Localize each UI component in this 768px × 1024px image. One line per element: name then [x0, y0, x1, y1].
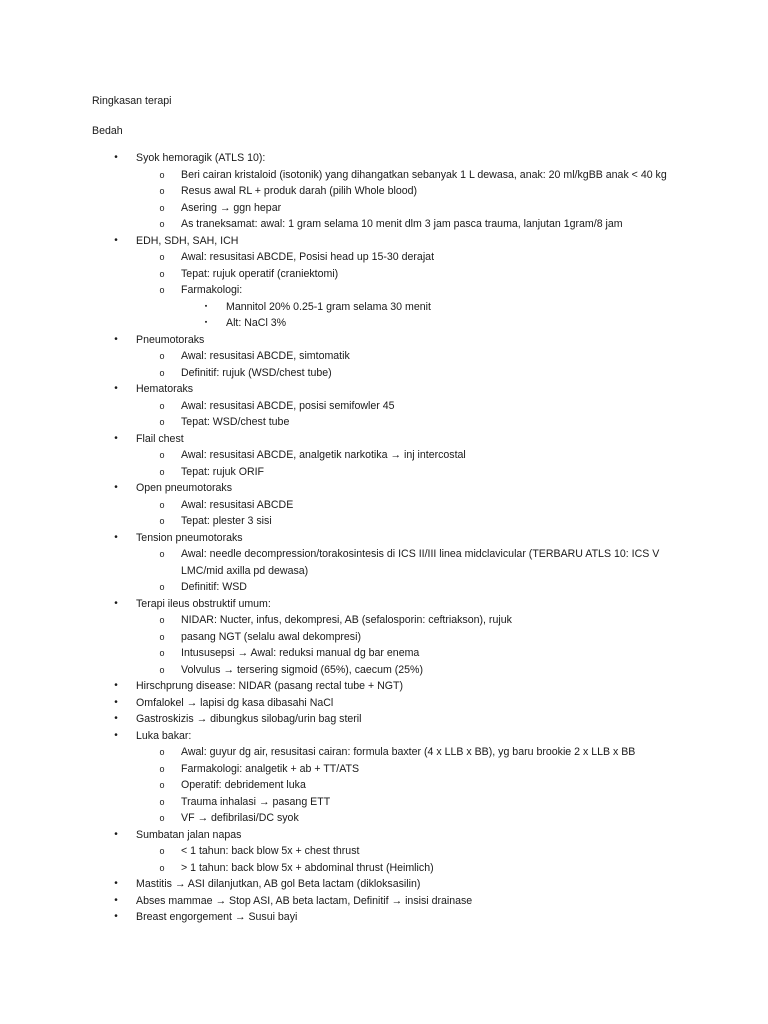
list-item — [0, 662, 768, 679]
list-item — [0, 596, 768, 613]
circle-bullet-icon: o — [159, 747, 165, 757]
list-item — [0, 348, 768, 365]
circle-bullet-icon: o — [159, 846, 165, 856]
list-item-text: < 1 tahun: back blow 5x + chest thrust — [181, 845, 360, 857]
list-item — [0, 315, 768, 332]
list-item-text: Hematoraks — [136, 383, 194, 395]
circle-bullet-icon: o — [159, 252, 165, 262]
circle-bullet-icon: o — [159, 351, 165, 361]
list-item-text: As traneksamat: awal: 1 gram selama 10 menit dlm 3 jam pasca trauma, lanjutan 1gram/8 jam — [181, 218, 623, 230]
list-item-text: Gastroskizis → dibungkus silobag/urin bag steril — [136, 713, 362, 725]
list-item — [0, 398, 768, 415]
dot-bullet-icon: • — [114, 152, 118, 163]
circle-bullet-icon: o — [159, 615, 165, 625]
square-bullet-icon: ▪ — [204, 319, 208, 326]
list-item — [0, 513, 768, 530]
list-item — [0, 678, 768, 695]
list-item — [0, 794, 768, 811]
dot-bullet-icon: • — [114, 696, 118, 708]
list-item — [0, 530, 768, 547]
list-item-text: Farmakologi: — [181, 284, 243, 296]
circle-bullet-icon: o — [159, 862, 165, 873]
list-item-text: Awal: resusitasi ABCDE, simtomatik — [181, 350, 350, 362]
list-item-text: Awal: resusitasi ABCDE, Posisi head up 15-30 derajat — [181, 251, 435, 263]
list-item-text: Tepat: rujuk ORIF — [181, 465, 265, 478]
list-item — [0, 810, 768, 827]
bullet-list — [0, 150, 768, 926]
list-item — [0, 299, 768, 316]
circle-bullet-icon: o — [159, 549, 165, 559]
dot-bullet-icon: • — [114, 713, 118, 724]
list-item — [0, 497, 768, 514]
list-item-text: Definitif: rujuk (WSD/chest tube) — [181, 366, 332, 379]
list-item — [0, 183, 768, 200]
list-item-text: EDH, SDH, SAH, ICH — [136, 234, 239, 247]
list-item-text: Mannitol 20% 0.25-1 gram selama 30 menit — [226, 300, 431, 313]
list-item-text: Open pneumotoraks — [136, 482, 232, 494]
dot-bullet-icon: • — [114, 234, 118, 246]
list-item — [0, 728, 768, 745]
circle-bullet-icon: o — [159, 631, 165, 642]
list-item — [0, 200, 768, 217]
circle-bullet-icon: o — [159, 417, 165, 427]
list-item-text: Intususepsi → Awal: reduksi manual dg bar enema — [181, 647, 420, 659]
list-item — [0, 480, 768, 497]
list-item — [0, 266, 768, 283]
list-item — [0, 464, 768, 481]
list-item-text: Mastitis → ASI dilanjutkan, AB gol Beta lactam (dikloksasilin) — [136, 878, 421, 890]
circle-bullet-icon: o — [159, 285, 165, 295]
list-item-text: Awal: guyur dg air, resusitasi cairan: formula baxter (4 x LLB x BB), yg baru brookie 2 x LLB x BB — [181, 746, 636, 758]
dot-bullet-icon: • — [114, 531, 118, 543]
list-item-text: Breast engorgement → Susui bayi — [136, 911, 298, 923]
list-item-text: Tepat: plester 3 sisi — [181, 515, 272, 527]
circle-bullet-icon: o — [159, 813, 165, 823]
list-item — [0, 827, 768, 844]
dot-bullet-icon: • — [114, 383, 118, 394]
circle-bullet-icon: o — [159, 268, 165, 279]
circle-bullet-icon: o — [159, 648, 165, 658]
dot-bullet-icon: • — [114, 894, 118, 906]
list-item — [0, 711, 768, 728]
list-item — [0, 216, 768, 233]
list-item — [0, 546, 768, 563]
circle-bullet-icon: o — [159, 169, 165, 180]
list-item-text: NIDAR: Nucter, infus, dekompresi, AB (sefalosporin: ceftriakson), rujuk — [181, 614, 512, 626]
list-item-text: Tepat: rujuk operatif (craniektomi) — [181, 267, 339, 280]
list-item — [0, 761, 768, 778]
dot-bullet-icon: • — [114, 878, 118, 889]
circle-bullet-icon: o — [159, 367, 165, 378]
list-item — [0, 282, 768, 299]
list-item-text: > 1 tahun: back blow 5x + abdominal thrust (Heimlich) — [181, 861, 434, 874]
dot-bullet-icon: • — [114, 911, 118, 922]
list-item-text: Awal: resusitasi ABCDE, analgetik narkotika → inj intercostal — [181, 449, 466, 461]
list-item-text: Pneumotoraks — [136, 333, 205, 346]
list-item — [0, 381, 768, 398]
circle-bullet-icon: o — [159, 400, 165, 411]
circle-bullet-icon: o — [159, 582, 165, 592]
circle-bullet-icon: o — [159, 466, 165, 477]
circle-bullet-icon: o — [159, 219, 165, 229]
dot-bullet-icon: • — [114, 432, 118, 444]
square-bullet-icon: ▪ — [204, 302, 208, 310]
list-item-text: Awal: resusitasi ABCDE, posisi semifowler 45 — [181, 399, 395, 412]
list-item-text: Volvulus → tersering sigmoid (65%), caecum (25%) — [181, 663, 423, 676]
list-item-text: Alt: NaCl 3% — [226, 317, 287, 329]
list-item-text: Terapi ileus obstruktif umum: — [136, 597, 271, 610]
list-item — [0, 233, 768, 250]
dot-bullet-icon: • — [114, 333, 118, 345]
circle-bullet-icon: o — [159, 499, 165, 510]
list-item-text: Asering → ggn hepar — [181, 201, 282, 214]
list-item-text: Tension pneumotoraks — [136, 531, 243, 544]
circle-bullet-icon: o — [159, 780, 165, 790]
list-item-text: Syok hemoragik (ATLS 10): — [136, 152, 266, 164]
list-item — [0, 332, 768, 349]
dot-bullet-icon: • — [114, 597, 118, 609]
circle-bullet-icon: o — [159, 450, 165, 460]
circle-bullet-icon: o — [159, 763, 165, 774]
dot-bullet-icon: • — [114, 828, 118, 840]
circle-bullet-icon: o — [159, 186, 165, 196]
circle-bullet-icon: o — [159, 516, 165, 526]
list-item — [0, 612, 768, 629]
list-item-text: Resus awal RL + produk darah (pilih Whole blood) — [181, 185, 418, 197]
list-item-text: Awal: needle decompression/torakosintesis di ICS II/III linea midclavicular (TERBARU ATLS 10: ICS V — [181, 548, 660, 560]
list-item-text: Sumbatan jalan napas — [136, 828, 242, 841]
list-item-text: pasang NGT (selalu awal dekompresi) — [181, 630, 361, 643]
list-item — [0, 909, 768, 926]
circle-bullet-icon: o — [159, 202, 165, 213]
list-item — [0, 431, 768, 448]
list-item-text: Trauma inhalasi → pasang ETT — [181, 795, 331, 808]
list-item — [0, 695, 768, 712]
list-item — [0, 629, 768, 646]
list-item — [0, 876, 768, 893]
list-item — [0, 249, 768, 266]
list-item — [0, 645, 768, 662]
list-item-text: Hirschprung disease: NIDAR (pasang rectal tube + NGT) — [136, 680, 404, 692]
list-item — [0, 150, 768, 167]
dot-bullet-icon: • — [114, 729, 118, 741]
list-item-text: Beri cairan kristaloid (isotonik) yang dihangatkan sebanyak 1 L dewasa, anak: 20 ml/kgBB anak < 40 kg — [181, 168, 667, 181]
list-item-text: VF → defibrilasi/DC syok — [181, 812, 299, 824]
list-item — [0, 563, 768, 580]
dot-bullet-icon: • — [114, 482, 118, 493]
circle-bullet-icon: o — [159, 664, 165, 675]
list-item — [0, 843, 768, 860]
list-item-text: Luka bakar: — [136, 729, 192, 742]
list-item — [0, 365, 768, 382]
list-item — [0, 447, 768, 464]
list-item-text: Flail chest — [136, 432, 184, 445]
list-item-text: Operatif: debridement luka — [181, 779, 306, 791]
list-item-text: Omfalokel → lapisi dg kasa dibasahi NaCl — [136, 696, 334, 709]
list-item-text: Farmakologi: analgetik + ab + TT/ATS — [181, 762, 360, 775]
list-item — [0, 167, 768, 184]
list-item-text: Abses mammae → Stop ASI, AB beta lactam, Definitif → insisi drainase — [136, 894, 473, 907]
list-item — [0, 579, 768, 596]
list-item-text: LMC/mid axilla pd dewasa) — [181, 564, 309, 577]
list-item — [0, 860, 768, 877]
section-heading: Bedah — [92, 125, 123, 137]
circle-bullet-icon: o — [159, 796, 165, 807]
list-item — [0, 777, 768, 794]
list-item — [0, 414, 768, 431]
list-item-text: Awal: resusitasi ABCDE — [181, 498, 294, 511]
list-item — [0, 893, 768, 910]
list-item-text: Tepat: WSD/chest tube — [181, 416, 290, 428]
list-item — [0, 744, 768, 761]
document-title: Ringkasan terapi — [92, 95, 172, 107]
list-item-text: Definitif: WSD — [181, 581, 247, 593]
dot-bullet-icon: • — [114, 680, 118, 691]
